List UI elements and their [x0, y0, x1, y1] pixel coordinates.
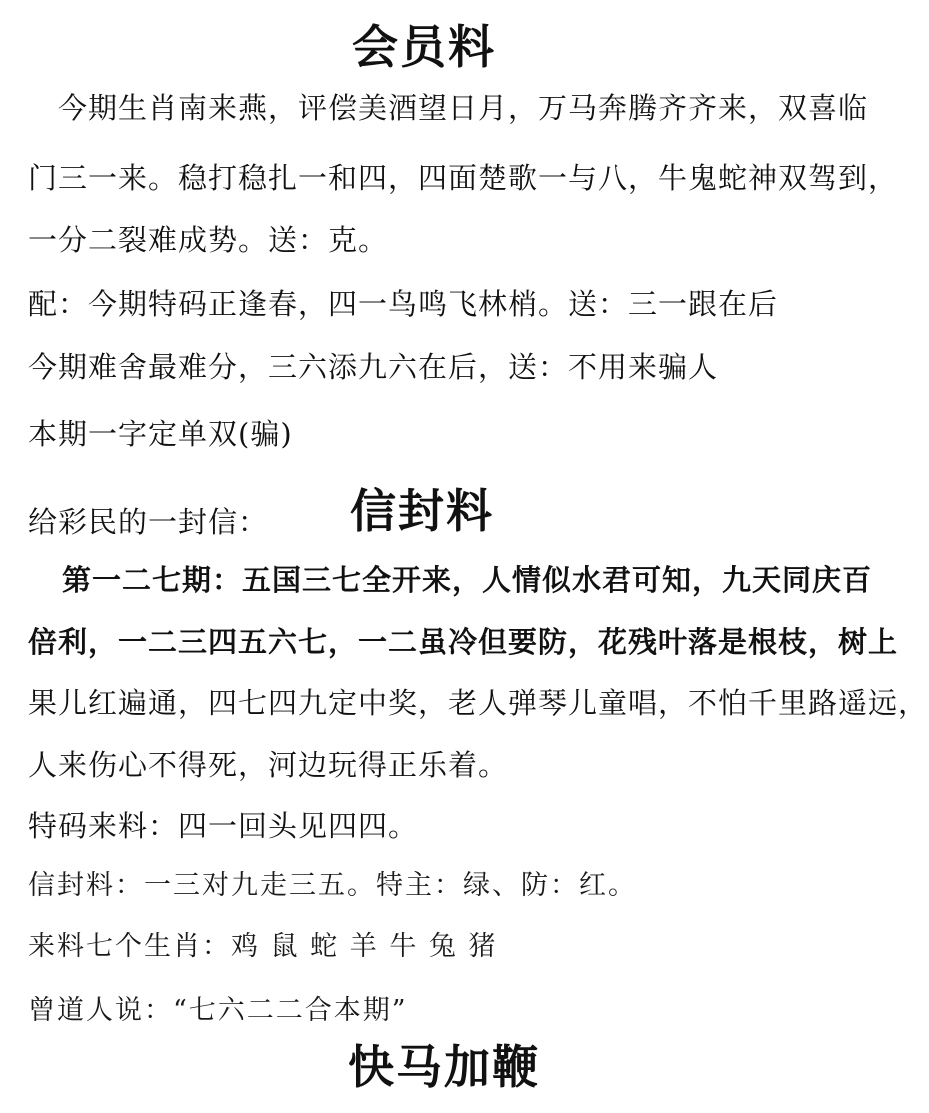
line-nanshe: 今期难舍最难分，三六添九六在后，送：不用来骗人	[28, 350, 719, 384]
line-danshuang: 本期一字定单双(骗)	[28, 417, 293, 451]
shengxiao-line: 来料七个生肖：鸡 鼠 蛇 羊 牛 兔 猪	[28, 931, 498, 962]
paragraph-line-3: 一分二裂难成势。送：克。	[28, 223, 389, 257]
paragraph-line-1: 今期生肖南来燕，评偿美酒望日月，万马奔腾齐齐来，双喜临	[58, 91, 869, 125]
pei-line: 配：今期特码正逢春，四一鸟鸣飞林梢。送：三一跟在后	[28, 287, 779, 321]
zengdaoren-line: 曾道人说：“七六二二合本期”	[28, 995, 408, 1026]
xinfengliao-line: 信封料：一三对九走三五。特主：绿、防：红。	[28, 870, 637, 901]
xinfeng-line-1: 第一二七期：五国三七全开来，人情似水君可知，九天同庆百	[62, 563, 873, 597]
tema-line: 特码来料：四一回头见四四。	[28, 809, 419, 843]
paragraph-line-2: 门三一来。稳打稳扎一和四，四面楚歌一与八，牛鬼蛇神双驾到，	[28, 161, 899, 195]
section-title-xinfengliao: 信封料	[350, 484, 494, 538]
xinfeng-line-2: 倍利，一二三四五六七，一二虽冷但要防，花残叶落是根枝，树上	[28, 625, 899, 659]
section-title-kuaimajiabian: 快马加鞭	[348, 1040, 540, 1094]
letter-prefix: 给彩民的一封信：	[28, 505, 269, 539]
xinfeng-line-4: 人来伤心不得死，河边玩得正乐着。	[28, 748, 509, 782]
xinfeng-line-3: 果儿红遍通，四七四九定中奖，老人弹琴儿童唱，不怕千里路遥远，	[28, 686, 929, 720]
section-title-huiyuanliao: 会员料	[352, 20, 496, 74]
